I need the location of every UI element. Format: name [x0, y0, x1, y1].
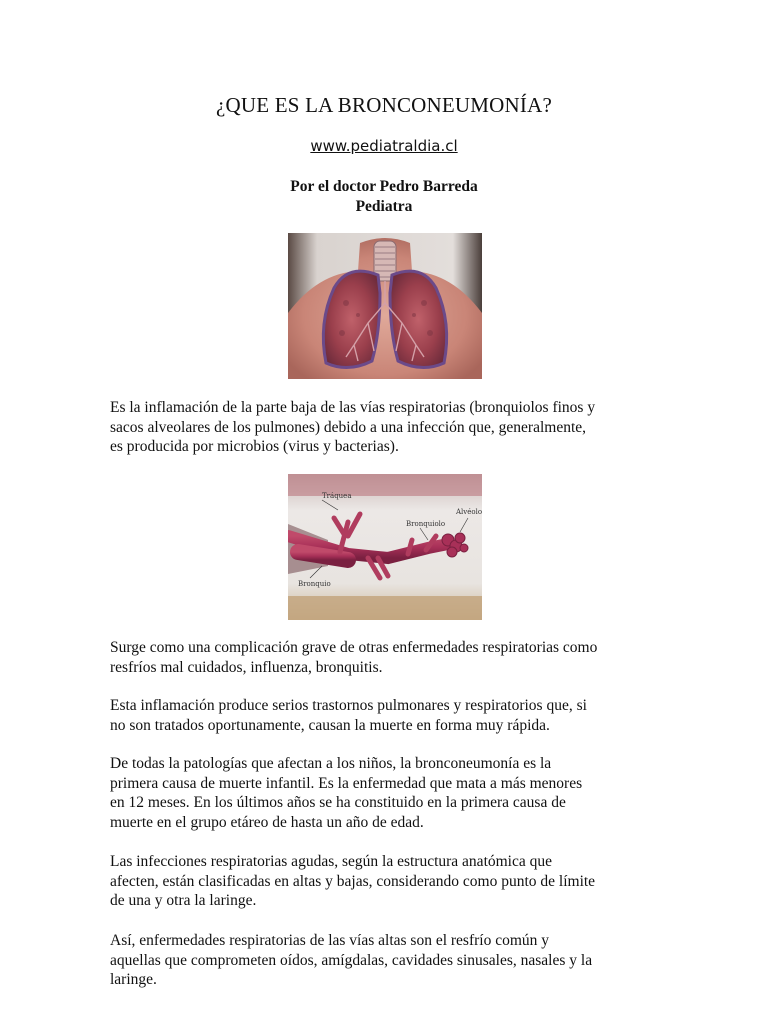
label-bronchiole: Bronquiolo [406, 520, 446, 528]
text-line: no son tratados oportunamente, causan la muerte en forma muy rápida. [110, 716, 550, 734]
label-bronchus: Bronquio [298, 580, 331, 588]
label-trachea: Tráquea [322, 492, 352, 500]
text-line: sacos alveolares de los pulmones) debido a una infección que, generalmente, [110, 418, 587, 436]
text-line: primera causa de muerte infantil. Es la enfermedad que mata a más menores [110, 774, 583, 792]
text-line: en 12 meses. En los últimos años se ha constituido en la primera causa de [110, 794, 566, 811]
website-link[interactable]: www.pediatraldia.cl [310, 137, 458, 155]
bronchi-figure [288, 474, 482, 620]
paragraph-upper-airways [110, 931, 670, 990]
text-line: de una y otra la laringe. [110, 892, 257, 909]
label-alveolus: Alvéolo [456, 508, 482, 516]
author-line: Por el doctor Pedro Barreda [290, 178, 478, 195]
text-line: aquellas que comprometen oídos, amígdalas, cavidades sinusales, nasales y la [110, 951, 593, 969]
paragraph-complication [110, 638, 670, 677]
byline [0, 177, 768, 217]
text-line: Esta inflamación produce serios trastornos pulmonares y respiratorios que, si [110, 697, 587, 714]
page-title: ¿QUE ES LA BRONCONEUMONÍA? [216, 93, 552, 117]
text-line: Es la inflamación de la parte baja de las vías respiratorias (bronquiolos finos y [110, 399, 596, 416]
lungs-illustration-icon [288, 233, 482, 379]
text-line: Las infecciones respiratorias agudas, según la estructura anatómica que [110, 853, 552, 870]
text-line: afecten, están clasificadas en altas y bajas, considerando como punto de límite [110, 872, 596, 890]
text-line: muerte en el grupo etáreo de hasta un año de edad. [110, 813, 424, 831]
author-role: Pediatra [355, 198, 413, 215]
text-line: es producida por microbios (virus y bacterias). [110, 438, 399, 455]
paragraph-classification [110, 852, 670, 911]
text-line: Así, enfermedades respiratorias de las vías altas son el resfrío común y [110, 932, 550, 949]
text-line: laringe. [110, 971, 157, 988]
text-line: resfríos mal cuidados, influenza, bronquitis. [110, 658, 383, 676]
paragraph-effects [110, 696, 670, 735]
lungs-figure [288, 233, 482, 379]
paragraph-mortality [110, 754, 670, 832]
bronchial-tree-illustration-icon [288, 474, 482, 620]
text-line: De todas la patologías que afectan a los niños, la bronconeumonía es la [110, 755, 552, 772]
paragraph-definition [110, 398, 670, 457]
text-line: Surge como una complicación grave de otras enfermedades respiratorias como [110, 639, 598, 656]
